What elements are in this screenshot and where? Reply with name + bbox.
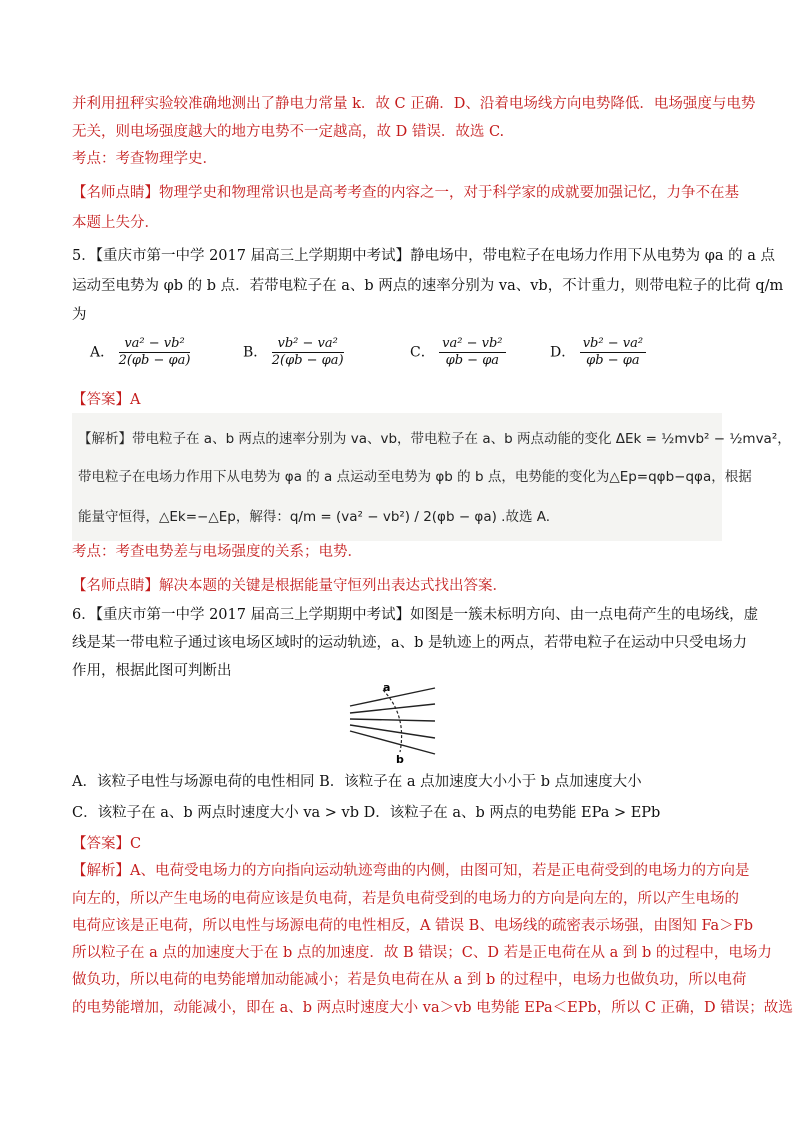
fraction-numerator: vb² − va² bbox=[580, 336, 646, 353]
q6-analysis-line-4: 所以粒子在 a 点的加速度大于在 b 点的加速度．故 B 错误；C、D 若是正电荷在从 a 到 b 的过程中，电场力 bbox=[72, 945, 772, 961]
prev-kaodian: 考点：考查物理学史． bbox=[72, 151, 217, 167]
electric-field-figure bbox=[345, 680, 445, 765]
field-line bbox=[350, 704, 435, 713]
q5-analysis-image bbox=[72, 413, 791, 541]
fraction-numerator: va² − vb² bbox=[439, 336, 505, 353]
q6-options-ab: A．该粒子电性与场源电荷的电性相同 B．该粒子在 a 点加速度大小小于 b 点加速度大小 bbox=[72, 774, 642, 790]
point-b-label: b bbox=[396, 753, 404, 765]
field-line bbox=[350, 725, 435, 738]
q5-analysis-line-1: 【解析】带电粒子在 a、b 两点的速率分别为 va、vb，带电粒子在 a、b 两点动能的变化 ΔEk = ½mvb² − ½mva²， bbox=[78, 431, 791, 447]
option-label: D． bbox=[550, 344, 576, 361]
field-line bbox=[350, 719, 435, 721]
q5-answer: 【答案】A bbox=[72, 392, 141, 408]
q6-analysis-line-1: 【解析】A、电荷受电场力的方向指向运动轨迹弯曲的内侧，由图可知，若是正电荷受到的电场力的方向是 bbox=[72, 863, 750, 879]
q5-option-a bbox=[90, 336, 190, 369]
option-fraction bbox=[272, 336, 344, 369]
prev-text-line-2: 无关，则电场强度越大的地方电势不一定越高，故 D 错误．故选 C. bbox=[72, 124, 505, 140]
q6-stem-line-2: 线是某一带电粒子通过该电场区域时的运动轨迹，a、b 是轨迹上的两点，若带电粒子在运动中只受电场力 bbox=[72, 635, 748, 651]
fraction-denominator: 2(φb − φa) bbox=[118, 353, 191, 368]
option-fraction bbox=[119, 336, 191, 369]
option-label: A． bbox=[90, 344, 115, 361]
q6-analysis-line-3: 电荷应该是正电荷，所以电性与场源电荷的电性相反，A 错误 B、电场线的疏密表示场强，由图知 Fa＞Fb bbox=[72, 918, 754, 934]
prev-text-line-1: 并利用扭秤实验较准确地测出了静电力常量 k．故 C 正确．D、沿着电场线方向电势降低．电场强度与电势 bbox=[72, 96, 756, 112]
q5-stem-line-1: 5．【重庆市第一中学 2017 届高三上学期期中考试】静电场中，带电粒子在电场力作用下从电势为 φa 的 a 点 bbox=[72, 248, 775, 264]
q5-tip: 【名师点睛】解决本题的关键是根据能量守恒列出表达式找出答案． bbox=[72, 578, 507, 594]
q6-analysis-line-6: 的电势能增加，动能减小，即在 a、b 两点时速度大小 va＞vb 电势能 EPa＜EPb，所以 C 正确，D 错误；故选 bbox=[72, 1000, 793, 1016]
fraction-denominator: 2(φb − φa) bbox=[271, 353, 344, 368]
point-a-label: a bbox=[383, 681, 391, 694]
q5-analysis-line-3: 能量守恒得，△Ek=−△Ep，解得：q/m = (va² − vb²) / 2(φb − φa) .故选 A. bbox=[78, 509, 551, 525]
q6-answer: 【答案】C bbox=[72, 836, 142, 852]
q5-option-b bbox=[243, 336, 344, 369]
fraction-numerator: vb² − va² bbox=[272, 336, 344, 353]
q6-stem-line-3: 作用，根据此图可判断出 bbox=[72, 663, 232, 679]
q5-stem-line-3: 为 bbox=[72, 307, 87, 323]
prev-tip-line-2: 本题上失分． bbox=[72, 215, 159, 231]
q6-analysis-line-5: 做负功，所以电荷的电势能增加动能减小；若是负电荷在从 a 到 b 的过程中，电场力也做负功，所以电荷 bbox=[72, 972, 747, 988]
option-fraction bbox=[580, 336, 646, 369]
q6-analysis-line-2: 向左的，所以产生电场的电荷应该是负电荷，若是负电荷受到的电场力的方向是向左的，所以产生电场的 bbox=[72, 891, 739, 907]
prev-tip-line-1: 【名师点睛】物理学史和物理常识也是高考考查的内容之一，对于科学家的成就要加强记忆，力争不在基 bbox=[72, 185, 739, 201]
q5-kaodian: 考点：考查电势差与电场强度的关系；电势． bbox=[72, 544, 362, 560]
field-line bbox=[350, 731, 435, 754]
fraction-denominator: φb − φa bbox=[445, 353, 500, 368]
option-label: C． bbox=[410, 344, 435, 361]
q5-option-c bbox=[410, 336, 506, 369]
q5-stem-line-2: 运动至电势为 φb 的 b 点．若带电粒子在 a、b 两点的速率分别为 va、vb，不计重力，则带电粒子的比荷 q/m bbox=[72, 278, 784, 294]
fraction-numerator: va² − vb² bbox=[119, 336, 191, 353]
option-label: B． bbox=[243, 344, 268, 361]
q5-option-d bbox=[550, 336, 646, 369]
q5-analysis-line-2: 带电粒子在电场力作用下从电势为 φa 的 a 点运动至电势为 φb 的 b 点，电势能的变化为△Ep=qφb−qφa，根据 bbox=[78, 469, 752, 485]
q6-stem-line-1: 6．【重庆市第一中学 2017 届高三上学期期中考试】如图是一簇未标明方向、由一点电荷产生的电场线，虚 bbox=[72, 607, 759, 623]
fraction-denominator: φb − φa bbox=[586, 353, 640, 368]
q6-options-cd: C．该粒子在 a、b 两点时速度大小 va > vb D．该粒子在 a、b 两点的电势能 EPa > EPb bbox=[72, 805, 661, 821]
option-fraction bbox=[439, 336, 505, 369]
